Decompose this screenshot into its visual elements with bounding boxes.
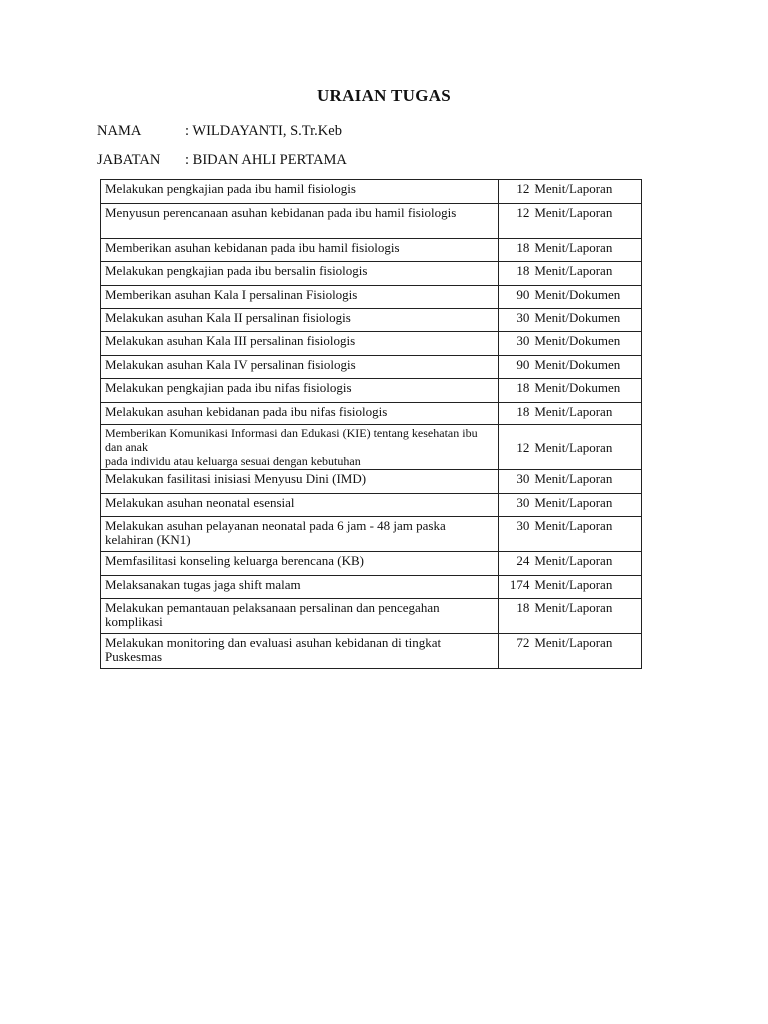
task-description: Memberikan asuhan Kala I persalinan Fisiologis [101, 286, 499, 309]
task-description: Melakukan asuhan neonatal esensial [101, 494, 499, 517]
table-row [101, 576, 642, 599]
task-description: Melakukan pengkajian pada ibu nifas fisiologis [101, 379, 499, 403]
table-row [101, 262, 642, 286]
task-time-cell [499, 204, 642, 239]
task-minutes: 72 [516, 635, 530, 650]
task-time-cell [499, 576, 642, 599]
table-row [101, 356, 642, 379]
task-minutes: 12 [516, 181, 530, 196]
task-minutes: 30 [516, 471, 530, 486]
jabatan-value: : BIDAN AHLI PERTAMA [185, 152, 347, 168]
table-row [101, 403, 642, 425]
table-row [101, 470, 642, 494]
table-row [101, 332, 642, 356]
task-unit: Menit/Laporan [534, 263, 613, 278]
task-unit: Menit/Laporan [534, 518, 613, 533]
document-title: URAIAN TUGAS [316, 86, 452, 105]
task-time-cell [499, 309, 642, 332]
task-table [100, 179, 642, 669]
task-time-cell [499, 599, 642, 634]
task-time-cell [499, 517, 642, 552]
table-row [101, 204, 642, 239]
task-unit: Menit/Laporan [534, 495, 613, 510]
task-description: Melakukan asuhan Kala IV persalinan fisiologis [101, 356, 499, 379]
task-unit: Menit/Laporan [534, 404, 613, 419]
task-description: Melakukan asuhan Kala II persalinan fisiologis [101, 309, 499, 332]
task-table-body [101, 180, 642, 669]
nama-label: NAMA [97, 123, 142, 139]
task-time-cell [499, 425, 642, 470]
table-row [101, 379, 642, 403]
task-time-cell [499, 403, 642, 425]
task-minutes: 30 [516, 310, 530, 325]
table-row [101, 180, 642, 204]
task-unit: Menit/Laporan [534, 439, 613, 455]
task-minutes: 18 [516, 380, 530, 395]
task-unit: Menit/Laporan [534, 635, 613, 650]
task-time-cell [499, 180, 642, 204]
task-time-cell [499, 239, 642, 262]
task-time-cell [499, 470, 642, 494]
task-unit: Menit/Laporan [534, 553, 613, 568]
task-minutes: 90 [516, 357, 530, 372]
task-unit: Menit/Laporan [534, 577, 613, 592]
task-description: Melakukan monitoring dan evaluasi asuhan kebidanan di tingkat Puskesmas [101, 634, 499, 669]
task-minutes: 18 [516, 240, 530, 255]
task-description: Melakukan asuhan Kala III persalinan fisiologis [101, 332, 499, 356]
nama-value: : WILDAYANTI, S.Tr.Keb [185, 123, 342, 139]
task-minutes: 30 [516, 518, 530, 533]
table-row [101, 286, 642, 309]
task-minutes: 18 [516, 600, 530, 615]
task-unit: Menit/Laporan [534, 600, 613, 615]
table-row [101, 239, 642, 262]
task-time-cell [499, 552, 642, 576]
task-minutes: 18 [516, 404, 530, 419]
table-row [101, 309, 642, 332]
task-description: Memberikan Komunikasi Informasi dan Edukasi (KIE) tentang kesehatan ibu dan anak pada individu atau keluarga sesuai dengan kebutuhan [101, 425, 499, 470]
table-row [101, 517, 642, 552]
task-unit: Menit/Dokumen [534, 333, 621, 348]
task-minutes: 12 [516, 439, 530, 455]
task-unit: Menit/Laporan [534, 471, 613, 486]
jabatan-label: JABATAN [97, 152, 161, 168]
table-row [101, 634, 642, 669]
task-time-cell [499, 262, 642, 286]
task-description: Menyusun perencanaan asuhan kebidanan pada ibu hamil fisiologis [101, 204, 499, 239]
task-minutes: 18 [516, 263, 530, 278]
task-time-cell [499, 332, 642, 356]
task-minutes: 12 [516, 205, 530, 220]
task-description: Melakukan fasilitasi inisiasi Menyusu Dini (IMD) [101, 470, 499, 494]
task-unit: Menit/Laporan [534, 181, 613, 196]
task-unit: Menit/Dokumen [534, 357, 621, 372]
table-row [101, 599, 642, 634]
task-description: Melakukan pengkajian pada ibu hamil fisiologis [101, 180, 499, 204]
task-description: Melaksanakan tugas jaga shift malam [101, 576, 499, 599]
task-time-cell [499, 494, 642, 517]
task-unit: Menit/Laporan [534, 205, 613, 220]
task-description: Memberikan asuhan kebidanan pada ibu hamil fisiologis [101, 239, 499, 262]
table-row [101, 552, 642, 576]
task-unit: Menit/Dokumen [534, 310, 621, 325]
task-description: Melakukan pengkajian pada ibu bersalin fisiologis [101, 262, 499, 286]
task-minutes: 90 [516, 287, 530, 302]
task-description: Melakukan asuhan kebidanan pada ibu nifas fisiologis [101, 403, 499, 425]
task-time-cell [499, 379, 642, 403]
task-time-cell [499, 356, 642, 379]
task-minutes: 24 [516, 553, 530, 568]
task-unit: Menit/Laporan [534, 240, 613, 255]
task-unit: Menit/Dokumen [534, 380, 621, 395]
table-row [101, 425, 642, 470]
task-time-cell [499, 634, 642, 669]
task-minutes: 30 [516, 495, 530, 510]
task-description: Melakukan pemantauan pelaksanaan persalinan dan pencegahan komplikasi [101, 599, 499, 634]
task-description: Melakukan asuhan pelayanan neonatal pada 6 jam - 48 jam paska kelahiran (KN1) [101, 517, 499, 552]
task-minutes: 174 [509, 577, 530, 592]
task-unit: Menit/Dokumen [534, 287, 621, 302]
task-description: Memfasilitasi konseling keluarga berencana (KB) [101, 552, 499, 576]
task-minutes: 30 [516, 333, 530, 348]
table-row [101, 494, 642, 517]
task-time-cell [499, 286, 642, 309]
